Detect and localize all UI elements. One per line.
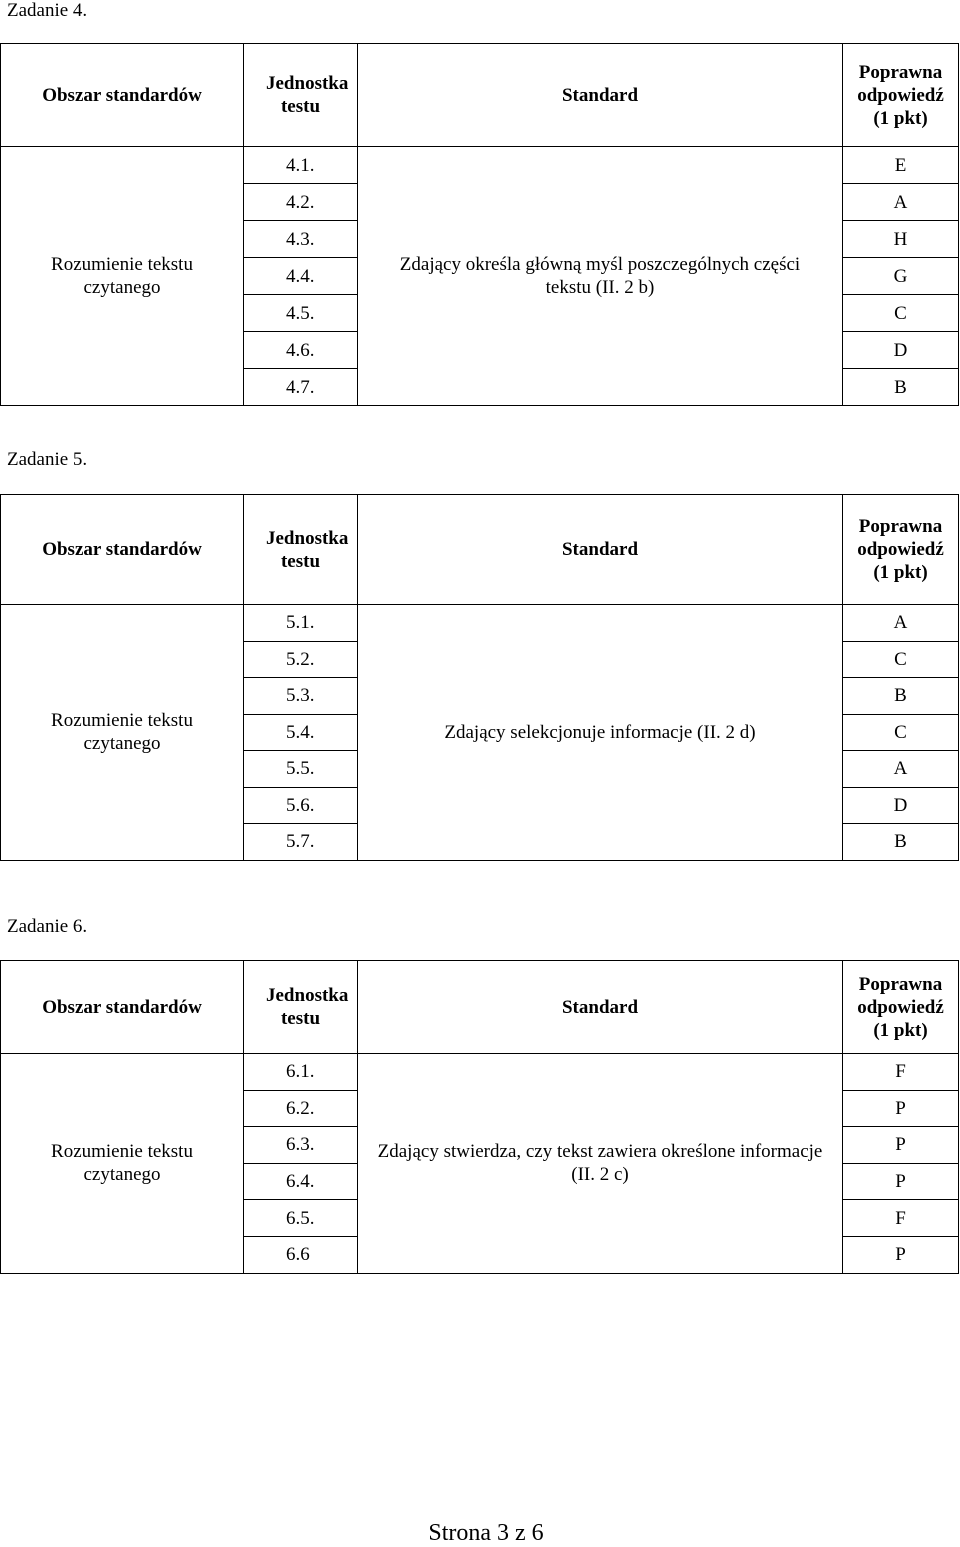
unit-cell: 4.3. — [244, 221, 358, 258]
answer-cell: B — [843, 824, 959, 861]
answer-cell: A — [843, 184, 959, 221]
unit-cell: 6.3. — [244, 1127, 358, 1164]
header-unit: Jednostka testu — [244, 44, 358, 147]
task-5-title: Zadanie 5. — [7, 449, 88, 470]
task-4-title: Zadanie 4. — [7, 0, 88, 21]
header-standard: Standard — [358, 44, 843, 147]
answer-cell: B — [843, 678, 959, 715]
unit-cell: 6.4. — [244, 1163, 358, 1200]
header-unit: Jednostka testu — [244, 495, 358, 605]
standard-cell: Zdający selekcjonuje informacje (II. 2 d) — [358, 605, 843, 861]
area-cell: Rozumienie tekstu czytanego — [1, 147, 244, 406]
standard-cell: Zdający stwierdza, czy tekst zawiera określone informacje (II. 2 c) — [358, 1054, 843, 1274]
answer-cell: F — [843, 1200, 959, 1237]
header-row — [1, 495, 959, 605]
unit-cell: 5.1. — [244, 605, 358, 642]
answer-cell: P — [843, 1090, 959, 1127]
answer-cell: C — [843, 295, 959, 332]
answer-cell: C — [843, 714, 959, 751]
answer-cell: F — [843, 1054, 959, 1091]
table-row — [1, 605, 959, 642]
unit-cell: 4.7. — [244, 369, 358, 406]
unit-cell: 6.1. — [244, 1054, 358, 1091]
answer-cell: A — [843, 605, 959, 642]
table-row — [1, 147, 959, 184]
header-unit: Jednostka testu — [244, 961, 358, 1054]
task-6-table — [0, 960, 959, 1274]
answer-cell: P — [843, 1127, 959, 1164]
answer-cell: H — [843, 221, 959, 258]
area-cell: Rozumienie tekstu czytanego — [1, 1054, 244, 1274]
answer-cell: D — [843, 332, 959, 369]
task-6-title: Zadanie 6. — [7, 916, 88, 937]
unit-cell: 4.2. — [244, 184, 358, 221]
unit-cell: 5.7. — [244, 824, 358, 861]
header-answer: Poprawna odpowiedź (1 pkt) — [843, 961, 959, 1054]
header-area: Obszar standardów — [1, 961, 244, 1054]
task-4-table — [0, 43, 959, 406]
unit-cell: 4.1. — [244, 147, 358, 184]
header-standard: Standard — [358, 495, 843, 605]
answer-cell: E — [843, 147, 959, 184]
unit-cell: 5.6. — [244, 787, 358, 824]
table-row — [1, 1054, 959, 1091]
task-5-table — [0, 494, 959, 861]
header-row — [1, 961, 959, 1054]
answer-cell: D — [843, 787, 959, 824]
header-answer: Poprawna odpowiedź (1 pkt) — [843, 44, 959, 147]
unit-cell: 5.3. — [244, 678, 358, 715]
answer-cell: C — [843, 641, 959, 678]
unit-cell: 4.5. — [244, 295, 358, 332]
unit-cell: 5.2. — [244, 641, 358, 678]
header-area: Obszar standardów — [1, 44, 244, 147]
answer-cell: B — [843, 369, 959, 406]
answer-cell: P — [843, 1163, 959, 1200]
unit-cell: 4.6. — [244, 332, 358, 369]
answer-cell: P — [843, 1236, 959, 1273]
standard-cell: Zdający określa główną myśl poszczególnych części tekstu (II. 2 b) — [358, 147, 843, 406]
header-standard: Standard — [358, 961, 843, 1054]
answer-cell: G — [843, 258, 959, 295]
unit-cell: 6.6 — [244, 1236, 358, 1273]
area-cell: Rozumienie tekstu czytanego — [1, 605, 244, 861]
header-row — [1, 44, 959, 147]
unit-cell: 5.5. — [244, 751, 358, 788]
unit-cell: 4.4. — [244, 258, 358, 295]
unit-cell: 6.2. — [244, 1090, 358, 1127]
page-number: Strona 3 z 6 — [428, 1520, 544, 1546]
answer-cell: A — [843, 751, 959, 788]
unit-cell: 6.5. — [244, 1200, 358, 1237]
header-area: Obszar standardów — [1, 495, 244, 605]
header-answer: Poprawna odpowiedź (1 pkt) — [843, 495, 959, 605]
unit-cell: 5.4. — [244, 714, 358, 751]
